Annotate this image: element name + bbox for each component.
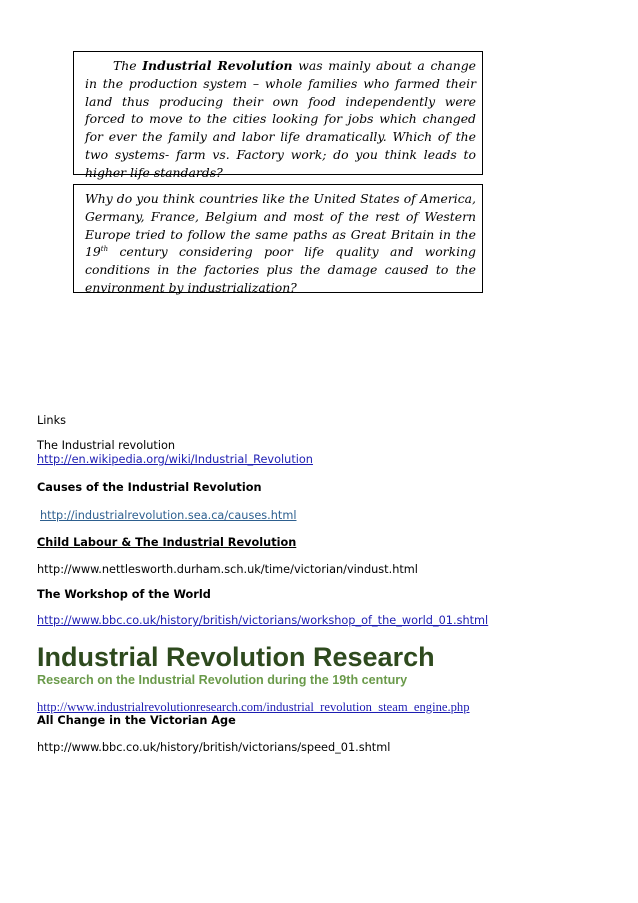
question-box-industrial-revolution bbox=[73, 51, 483, 180]
link-workshop[interactable]: http://www.bbc.co.uk/history/british/victorians/workshop_of_the_world_01.shtml bbox=[37, 614, 489, 627]
link-victorian[interactable]: http://www.bbc.co.uk/history/british/victorians/speed_01.shtml bbox=[37, 741, 391, 754]
link-title-causes: Causes of the Industrial Revolution bbox=[37, 481, 262, 494]
question-2-superscript: th bbox=[100, 245, 109, 254]
link-research[interactable]: http://www.industrialrevolutionresearch.com/industrial_revolution_steam_engine.php bbox=[37, 700, 470, 714]
link-title-child-labour: Child Labour & The Industrial Revolution bbox=[37, 536, 297, 549]
question-box-countries bbox=[73, 184, 483, 293]
research-heading: Industrial Revolution Research bbox=[37, 642, 435, 672]
question-1-prefix: The bbox=[113, 58, 143, 73]
link-title-workshop: The Workshop of the World bbox=[37, 588, 211, 601]
question-1-text: was mainly about a change in the production system – whole families who farmed their land thus producing their own food independently were forced to move to the cities looking for jobs which changed for ever the family and labor life dramatically. Which of the two systems- farm vs. Factory work; do you think leads to higher life standards? bbox=[85, 58, 476, 180]
question-2-text: Why do you think countries like the United States of America, Germany, France, Belgium and most of the rest of Western Europe tried to follow the same paths as Great Britain in the 19 bbox=[85, 191, 476, 260]
victorian-title: All Change in the Victorian Age bbox=[37, 714, 236, 727]
link-title-wikipedia: The Industrial revolution bbox=[37, 439, 176, 452]
link-wikipedia[interactable]: http://en.wikipedia.org/wiki/Industrial_Revolution bbox=[37, 453, 313, 466]
link-child-labour[interactable]: http://www.nettlesworth.durham.sch.uk/time/victorian/vindust.html bbox=[37, 563, 418, 576]
links-heading: Links bbox=[37, 414, 67, 427]
link-causes[interactable]: http://industrialrevolution.sea.ca/causes.html bbox=[40, 509, 297, 522]
research-subheading: Research on the Industrial Revolution during the 19th century bbox=[37, 673, 408, 687]
question-1-bold-term: Industrial Revolution bbox=[142, 58, 293, 73]
question-2-text-end: century considering poor life quality and working conditions in the factories plus the damage caused to the environment by industrialization? bbox=[85, 244, 476, 295]
